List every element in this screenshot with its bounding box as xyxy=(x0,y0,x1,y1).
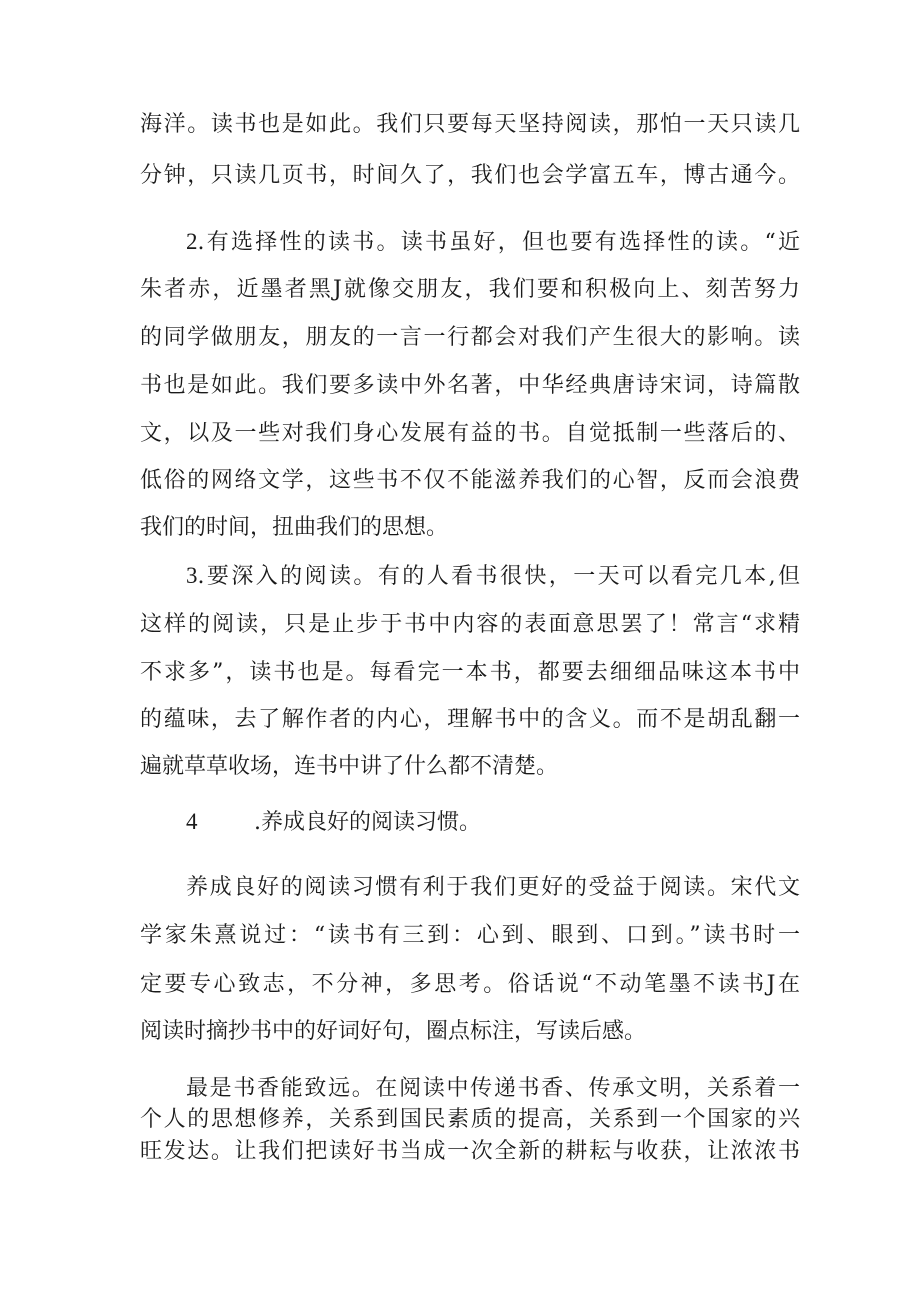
text-line: 文，以及一些对我们身心发展有益的书。自觉抵制一些落后的、 xyxy=(140,421,800,446)
text-line: 养成良好的阅读习惯有利于我们更好的受益于阅读。宋代文 xyxy=(186,875,800,900)
point-number: 4 xyxy=(186,809,198,834)
text-line: 低俗的网络文学，这些书不仅不能滋养我们的心智，反而会浪费 xyxy=(140,468,800,493)
text-line: 定要专心致志，不分神，多思考。俗话说“不动笔墨不读书J在 xyxy=(140,972,800,997)
point-number: 2 xyxy=(186,229,198,254)
text-line: 我们的时间，扭曲我们的思想。 xyxy=(140,515,449,540)
text-line: 海洋。读书也是如此。我们只要每天坚持阅读，那怕一天只读几 xyxy=(140,112,800,137)
numbered-point-4 xyxy=(186,807,481,837)
text-run: .要深入的阅读。有的人看书很快，一天可以看完几本,但 xyxy=(197,564,800,589)
text-line: 遍就草草收场，连书中讲了什么都不清楚。 xyxy=(140,754,559,779)
text-line: 个人的思想修养，关系到国民素质的提高，关系到一个国家的兴 xyxy=(140,1107,800,1132)
text-line: 阅读时摘抄书中的好词好句，圈点标注，写读后感。 xyxy=(140,1019,647,1044)
text-line: 书也是如此。我们要多读中外名著，中华经典唐诗宋词，诗篇散 xyxy=(140,373,800,398)
text-line: 不求多”，读书也是。每看完一本书，都要去细细品味这本书中 xyxy=(140,660,800,685)
text-line: 分钟，只读几页书，时间久了，我们也会学富五车，博古通今。 xyxy=(140,163,800,188)
text-line: 朱者赤，近墨者黑J就像交朋友，我们要和积极向上、刻苦努力 xyxy=(140,277,800,302)
text-line: 最是书香能致远。在阅读中传递书香、传承文明，关系着一 xyxy=(186,1076,800,1101)
text-line: 旺发达。让我们把读好书当成一次全新的耕耘与收获，让浓浓书 xyxy=(140,1139,800,1164)
point-number: 3 xyxy=(186,563,198,588)
numbered-point-3 xyxy=(186,561,800,591)
text-run: .养成良好的阅读习惯。 xyxy=(254,810,481,835)
text-line: 学家朱熹说过：“读书有三到：心到、眼到、口到。”读书时一 xyxy=(140,923,800,948)
numbered-point-2 xyxy=(186,227,800,257)
text-run: .有选择性的读书。读书虽好，但也要有选择性的读。“近 xyxy=(197,230,800,255)
text-line: 这样的阅读，只是止步于书中内容的表面意思罢了！常言“求精 xyxy=(140,612,800,637)
text-line: 的蕴味，去了解作者的内心，理解书中的含义。而不是胡乱翻一 xyxy=(140,707,800,732)
text-line: 的同学做朋友，朋友的一言一行都会对我们产生很大的影响。读 xyxy=(140,325,800,350)
